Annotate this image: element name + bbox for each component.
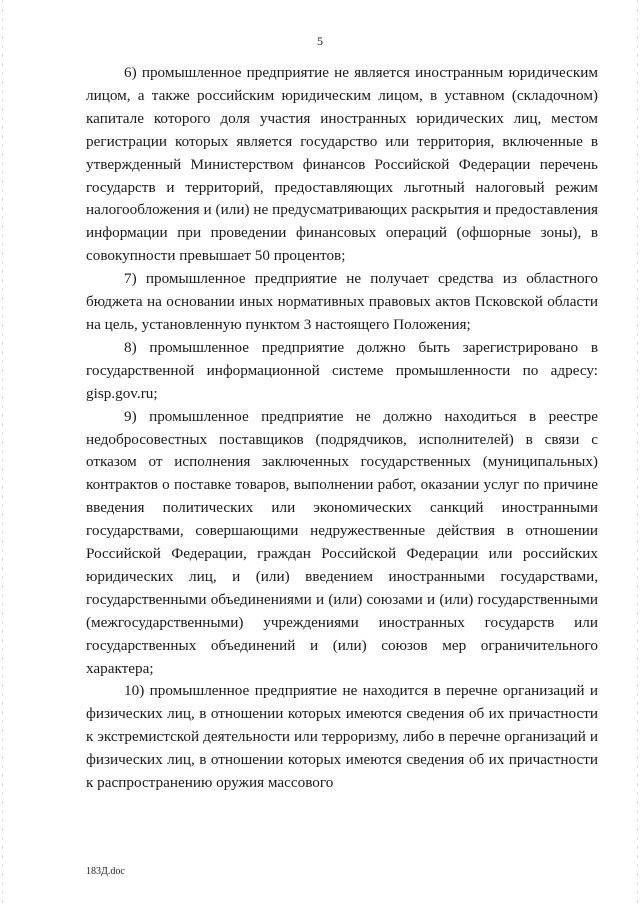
paragraph-item-9: 9) промышленное предприятие не должно находиться в реестре недобросовестных поставщиков (подрядчиков, исполнителей) в связи с отказом от исполнения заключенных государственных (муниципальных) контрактов о поставке товаров, выполнении работ, оказании услуг по причине введения политических или экономических санкций иностранными государствами, совершающими недружественные действия в отношении Российской Федерации, граждан Российской Федерации или российских юридических лиц, и (или) введением иностранными государствами, государственными объединениями и (или) союзами и (или) государственными (межгосударственными) учреждениями иностранных государств или государственных объединений и (или) союзов мер ограничительного характера; [86,407,598,677]
paragraph-item-8: 8) промышленное предприятие должно быть зарегистрировано в государственной информационной системе промышленности по адресу: gisp.gov.ru; [86,338,598,402]
file-name-footer: 183Д.doc [86,866,125,877]
scan-edge-right [637,0,638,905]
paragraph-item-7: 7) промышленное предприятие не получает средства из областного бюджета на основании иных нормативных правовых актов Псковской области на цель, установленную пунктом 3 настоящего Положения; [86,270,598,333]
document-body [86,62,598,795]
scan-edge-left [2,0,3,905]
paragraph-item-6: 6) промышленное предприятие не является иностранным юридическим лицом, а также российским юридическим лицом, в уставном (складочном) капитале которого доля участия иностранных юридических лиц, местом регистрации которых является государство или территория, включенные в утвержденный Министерством финансов Российской Федерации перечень государств и территорий, предоставляющих льготный налоговый режим налогообложения и (или) не предусматривающих раскрытия и предоставления информации при проведении финансовых операций (офшорные зоны), в совокупности превышает 50 процентов; [86,64,598,265]
paragraph-item-10: 10) промышленное предприятие не находится в перечне организаций и физических лиц, в отношении которых имеются сведения об их причастности к экстремистской деятельности или терроризму, либо в перечне организаций и физических лиц, в отношении которых имеются сведения об их причастности к распространению оружия массового [86,682,598,792]
page-number: 5 [317,34,323,48]
